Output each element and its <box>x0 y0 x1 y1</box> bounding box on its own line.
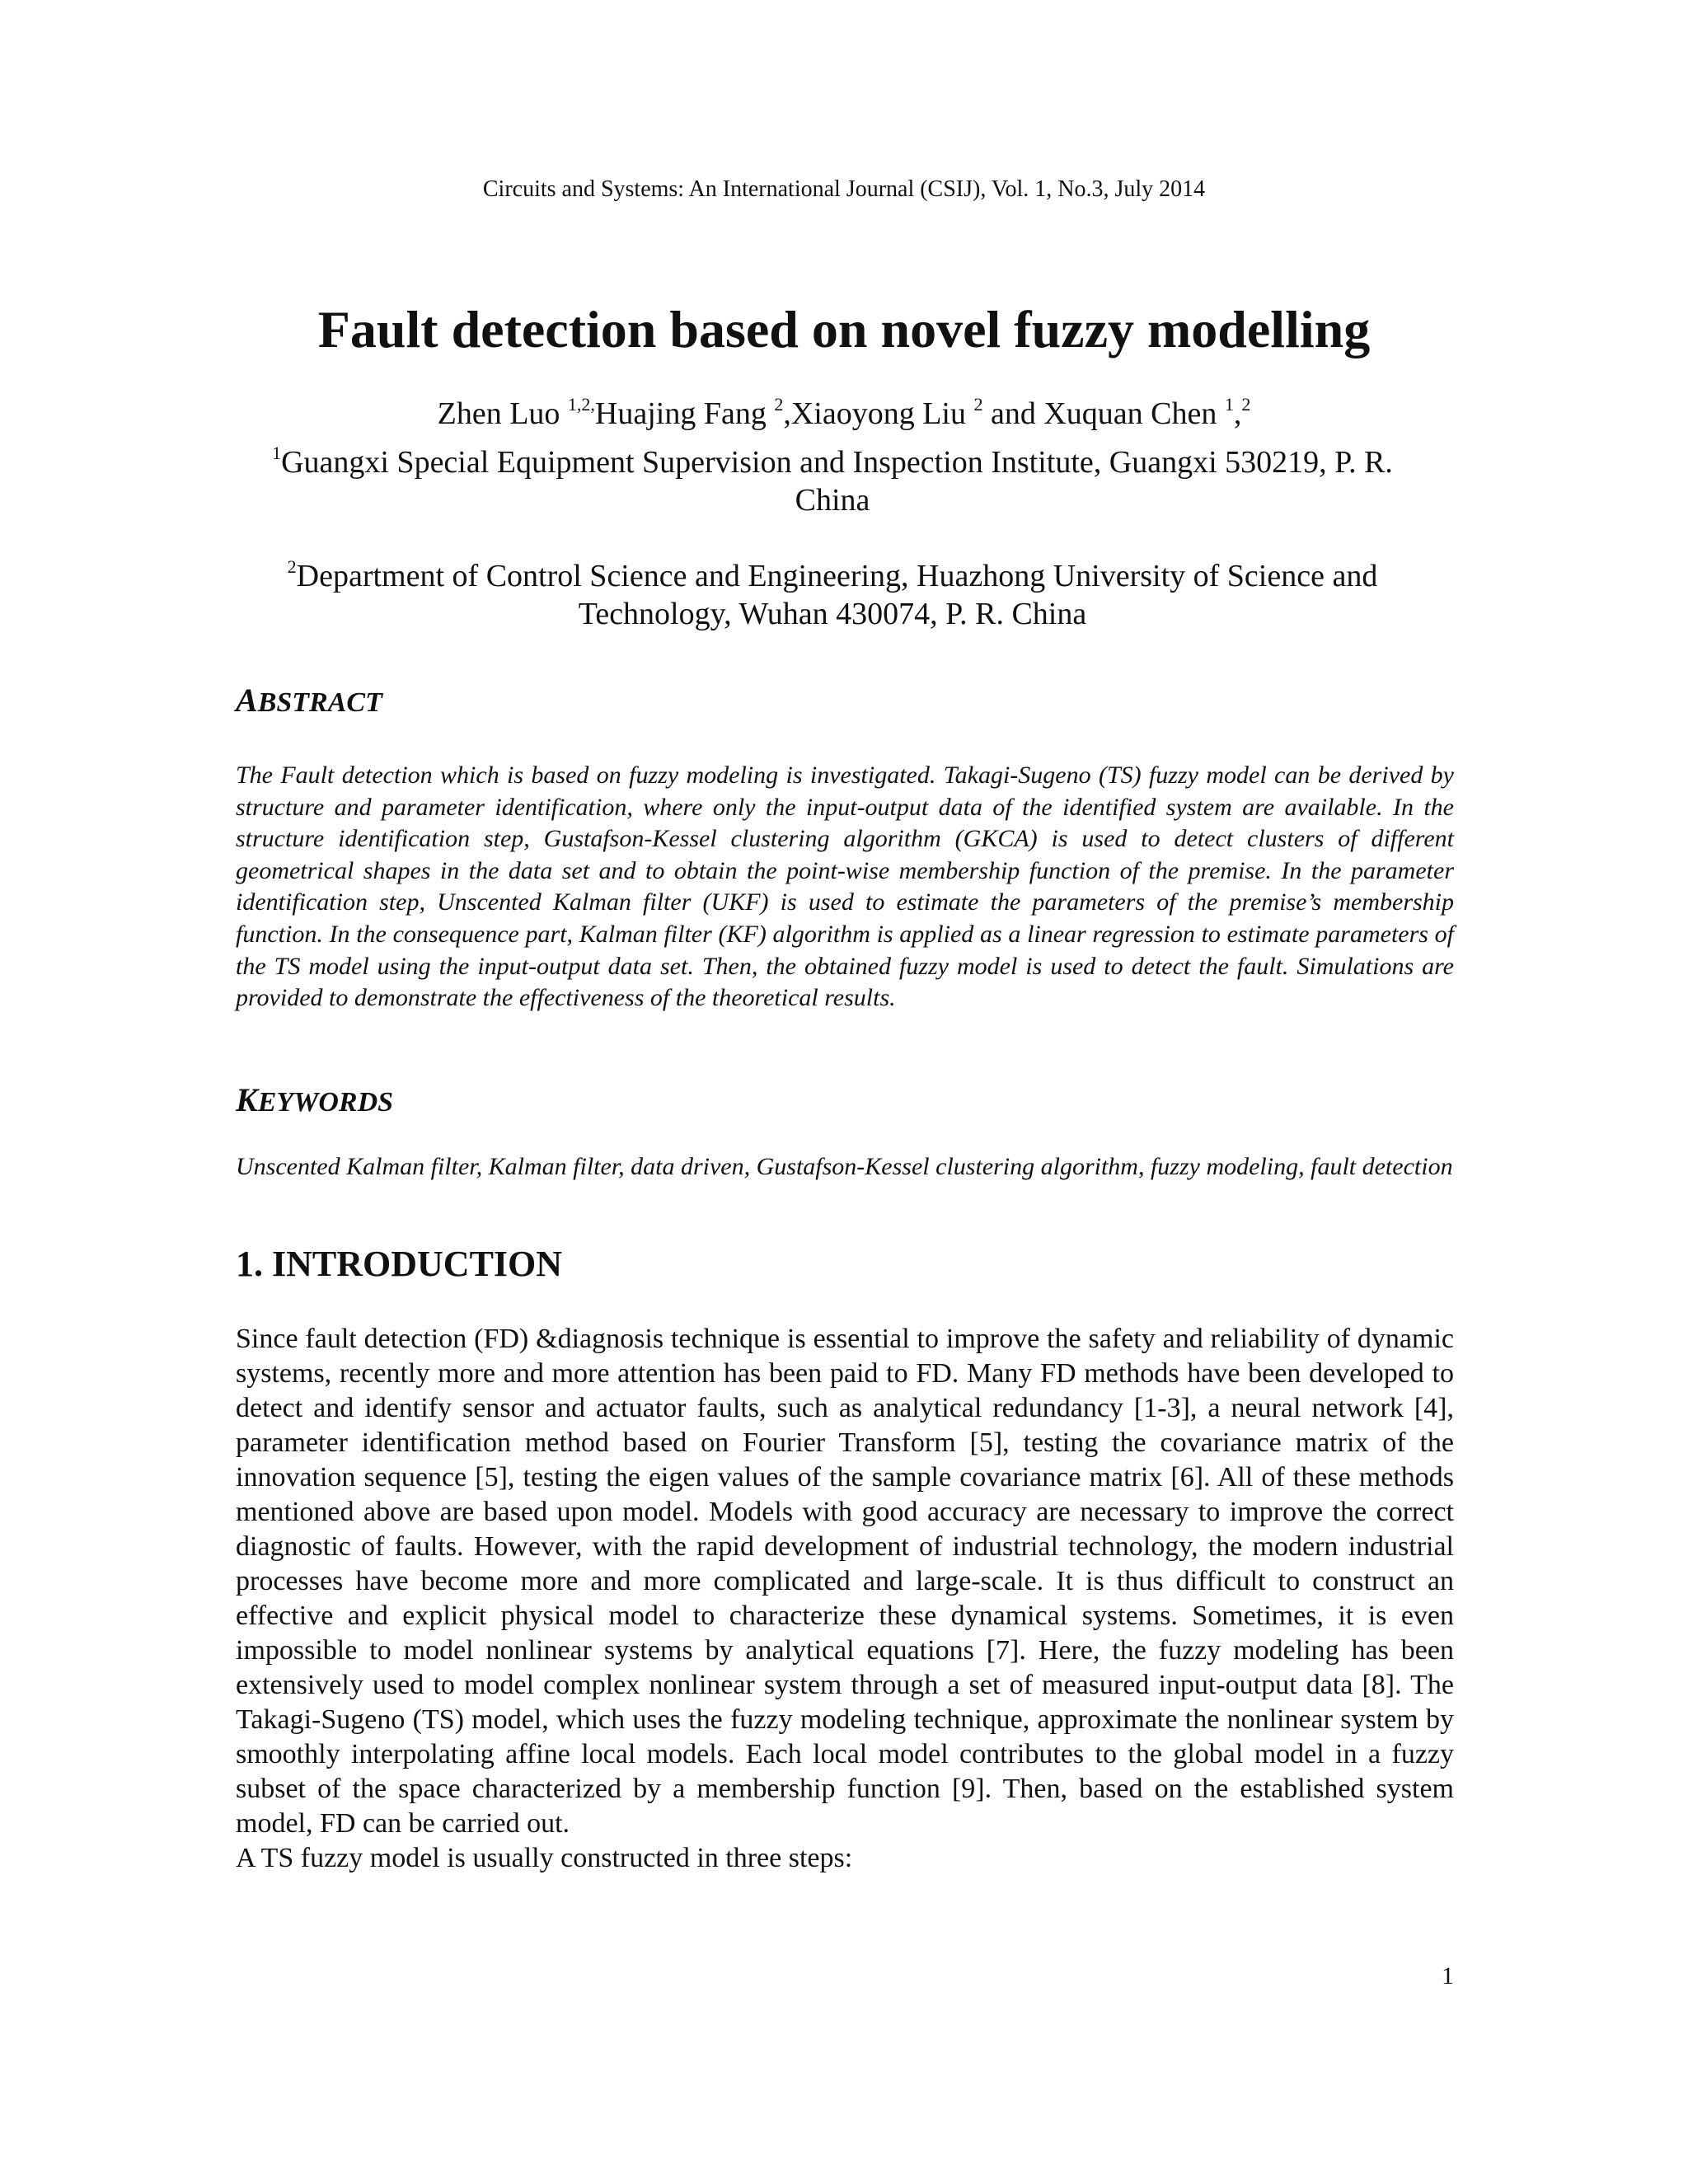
author-affiliation-mark: 1,2, <box>567 394 595 415</box>
affiliation-1 <box>231 443 1434 519</box>
affiliation-mark: 2 <box>287 556 297 577</box>
introduction-body <box>236 1322 1454 1876</box>
author-name: ,Xiaoyong Liu <box>783 396 974 431</box>
heading-rest: BSTRACT <box>257 687 382 718</box>
affiliation-mark: 1 <box>272 443 282 463</box>
author-affiliation-mark: 2 <box>1241 394 1251 415</box>
body-paragraph: A TS fuzzy model is usually constructed in three steps: <box>236 1843 853 1873</box>
affiliation-text: Department of Control Science and Engineering, Huazhong University of Science and Technology, Wuhan 430074, P. R. China <box>296 559 1378 631</box>
page-number: 1 <box>1442 1962 1454 1990</box>
author-name: and Xuquan Chen <box>982 396 1225 431</box>
heading-initial: K <box>236 1081 258 1118</box>
keywords-text: Unscented Kalman filter, Kalman filter, data driven, Gustafson-Kessel clustering algorithm, fuzzy modeling, fault detection <box>236 1153 1453 1180</box>
keywords-heading <box>236 1081 394 1119</box>
body-paragraph: Since fault detection (FD) &diagnosis technique is essential to improve the safety and reliability of dynamic systems, recently more and more attention has been paid to FD. Many FD methods have been developed to detect and identify sensor and actuator faults, such as analytical redundancy [1-3], a neural network [4], parameter identification method based on Fourier Transform [5], testing the covariance matrix of the innovation sequence [5], testing the eigen values of the sample covariance matrix [6]. All of these methods mentioned above are based upon model. Models with good accuracy are necessary to improve the correct diagnostic of faults. However, with the rapid development of industrial technology, the modern industrial processes have become more and more complicated and large-scale. It is thus difficult to construct an effective and explicit physical model to characterize these dynamical systems. Sometimes, it is even impossible to model nonlinear systems by analytical equations [7]. Here, the fuzzy modeling has been extensively used to model complex nonlinear system through a set of measured input-output data [8]. The Takagi-Sugeno (TS) model, which uses the fuzzy modeling technique, approximate the nonlinear system by smoothly interpolating affine local models. Each local model contributes to the global model in a fuzzy subset of the space characterized by a membership function [9]. Then, based on the established system model, FD can be carried out. <box>236 1324 1454 1839</box>
author-affiliation-mark: 2 <box>973 394 983 415</box>
abstract-heading <box>236 684 382 719</box>
section-heading-introduction: 1. INTRODUCTION <box>236 1244 563 1284</box>
author-separator: , <box>1233 396 1242 431</box>
abstract-text: The Fault detection which is based on fuzzy modeling is investigated. Takagi-Sugeno (TS) fuzzy model can be derived by structure and parameter identification, where only the input-output data of the identified system are available. In the structure identification step, Gustafson-Kessel clustering algorithm (GKCA) is used to detect clusters of different geometrical shapes in the data set and to obtain the point-wise membership function of the premise. In the parameter identification step, Unscented Kalman filter (UKF) is used to estimate the parameters of the premise’s membership function. In the consequence part, Kalman filter (KF) algorithm is applied as a linear regression to estimate parameters of the TS model using the input-output data set. Then, the obtained fuzzy model is used to detect the fault. Simulations are provided to demonstrate the effectiveness of the theoretical results. <box>236 762 1454 1012</box>
affiliation-2 <box>231 557 1434 633</box>
heading-rest: EYWORDS <box>257 1087 394 1118</box>
author-name: Huajing Fang <box>594 396 775 431</box>
author-affiliation-mark: 1 <box>1224 394 1234 415</box>
affiliation-text: Guangxi Special Equipment Supervision and Inspection Institute, Guangxi 530219, P. R. China <box>281 445 1393 518</box>
author-name: Zhen Luo <box>437 396 568 431</box>
author-affiliation-mark: 2 <box>774 394 784 415</box>
paper-title: Fault detection based on novel fuzzy modelling <box>317 300 1371 359</box>
running-header: Circuits and Systems: An International Journal (CSIJ), Vol. 1, No.3, July 2014 <box>482 176 1206 202</box>
heading-initial: A <box>236 682 258 719</box>
author-list <box>0 394 1688 434</box>
